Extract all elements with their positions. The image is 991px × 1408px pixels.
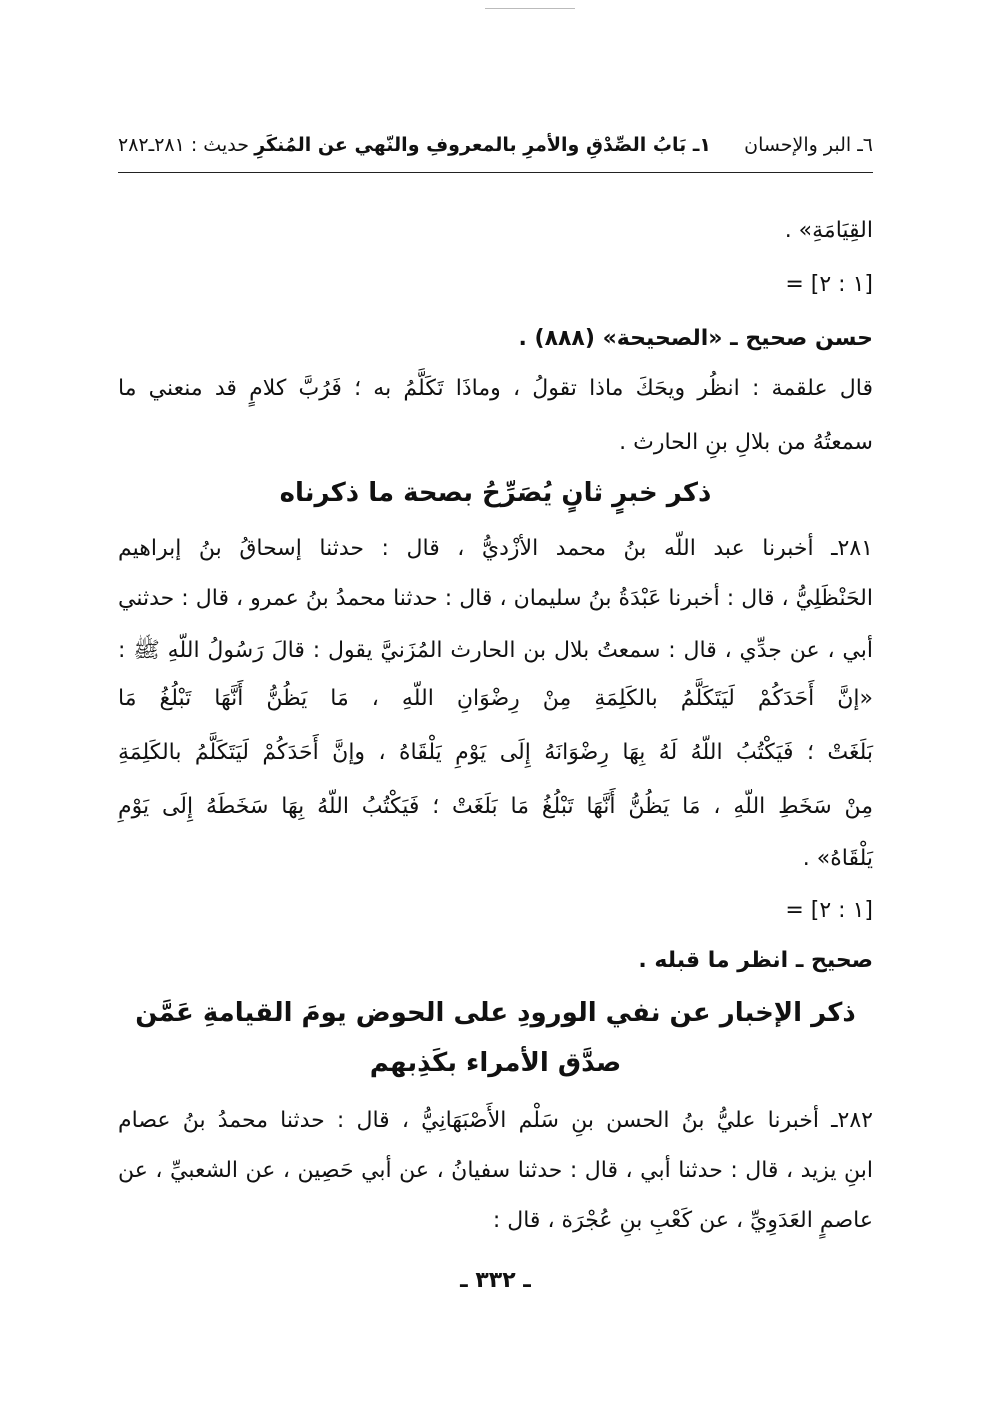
text-line: ٢٨١ـ أخبرنا عبد اللّه بنُ محمد الأزْديُّ ، قال : حدثنا إسحاقُ بنُ إبراهيم xyxy=(118,536,873,561)
reference-line: = [١ : ٢] xyxy=(785,272,873,297)
header-book-title: ٦ـ البر والإحسان xyxy=(744,134,873,156)
page-number: ـ ٣٣٢ ـ xyxy=(460,1268,531,1293)
running-header xyxy=(118,128,873,168)
text-line: ابنِ يزيد ، قال : حدثنا أبي ، قال : حدثنا سفيانُ ، عن أبي حَصِين ، عن الشعبيِّ ، عن xyxy=(118,1158,873,1183)
text-line: القِيَامَةِ» . xyxy=(784,218,873,243)
section-heading: ذكر خبرٍ ثانٍ يُصَرِّحُ بصحة ما ذكرناه xyxy=(279,478,712,508)
grading-line: صحيح ـ انظر ما قبله . xyxy=(638,948,873,973)
hadith-text-line: يَلْقَاهُ» . xyxy=(802,846,873,871)
text-line: أبي ، عن جدِّي ، قال : سمعتُ بلال بن الحارث المُزَنيَّ يقول : قالَ رَسُولُ اللّهِ ﷺ : xyxy=(118,638,873,663)
top-scan-mark xyxy=(485,8,575,9)
header-chapter-title: ١ـ بَابُ الصِّدْقِ والأمرِ بالمعروفِ والنّهي عن المُنكَرِ xyxy=(254,134,711,156)
text-line: قال علقمة : انظُر ويحَكَ ماذا تقولُ ، وماذَا تَكَلَّمُ به ؛ فَرُبَّ كلامٍ قد منعني ما xyxy=(118,376,873,401)
text-line: ٢٨٢ـ أخبرنا عليُّ بنُ الحسن بنِ سَلْم الأَصْبَهَانِيُّ ، قال : حدثنا محمدُ بنُ عصام xyxy=(118,1108,873,1133)
hadith-text-line: بَلَغَتْ ؛ فَيَكْتُبُ اللّهُ لَهُ بِهَا رِضْوَانَهُ إِلَى يَوْمِ يَلْقَاهُ ، وإنَّ أَحَدَكُمْ لَيَتَكَلَّمُ بالكَلِمَةِ xyxy=(118,740,873,765)
hadith-text-line: مِنْ سَخَطِ اللّهِ ، مَا يَظُنُّ أَنَّهَا تَبْلُغُ مَا بَلَغَتْ ؛ فَيَكْتُبُ اللّهُ بِهَا سَخَطَهُ إِلَى يَوْمِ xyxy=(118,794,873,819)
text-line: الحَنْظَلِيُّ ، قال : أخبرنا عَبْدَةُ بنُ سليمان ، قال : حدثنا محمدُ بنُ عمرو ، قال : حدثني xyxy=(118,586,873,611)
grading-line: حسن صحيح ـ «الصحيحة» (٨٨٨) . xyxy=(518,326,873,351)
text-line: سمعتُهُ من بلالِ بنِ الحارث . xyxy=(619,430,873,455)
hadith-text-line: «إنَّ أَحَدَكُمْ لَيَتَكَلَّمُ بالكَلِمَةِ مِنْ رِضْوَانِ اللّهِ ، مَا يَظُنُّ أَنَّهَا تَبْلُغُ مَا xyxy=(118,686,873,711)
header-divider xyxy=(118,172,873,173)
section-heading: ذكر الإخبار عن نفي الورودِ على الحوض يومَ القيامةِ عَمَّن xyxy=(135,998,856,1028)
text-line: عاصمٍ العَدَوِيِّ ، عن كَعْبِ بنِ عُجْرَة ، قال : xyxy=(492,1208,873,1233)
header-hadith-range: حديث : ٢٨١ـ٢٨٢ xyxy=(118,134,249,156)
section-heading-continued: صدَّق الأمراء بكَذِبهم xyxy=(369,1048,622,1078)
reference-line: = [١ : ٢] xyxy=(785,898,873,923)
